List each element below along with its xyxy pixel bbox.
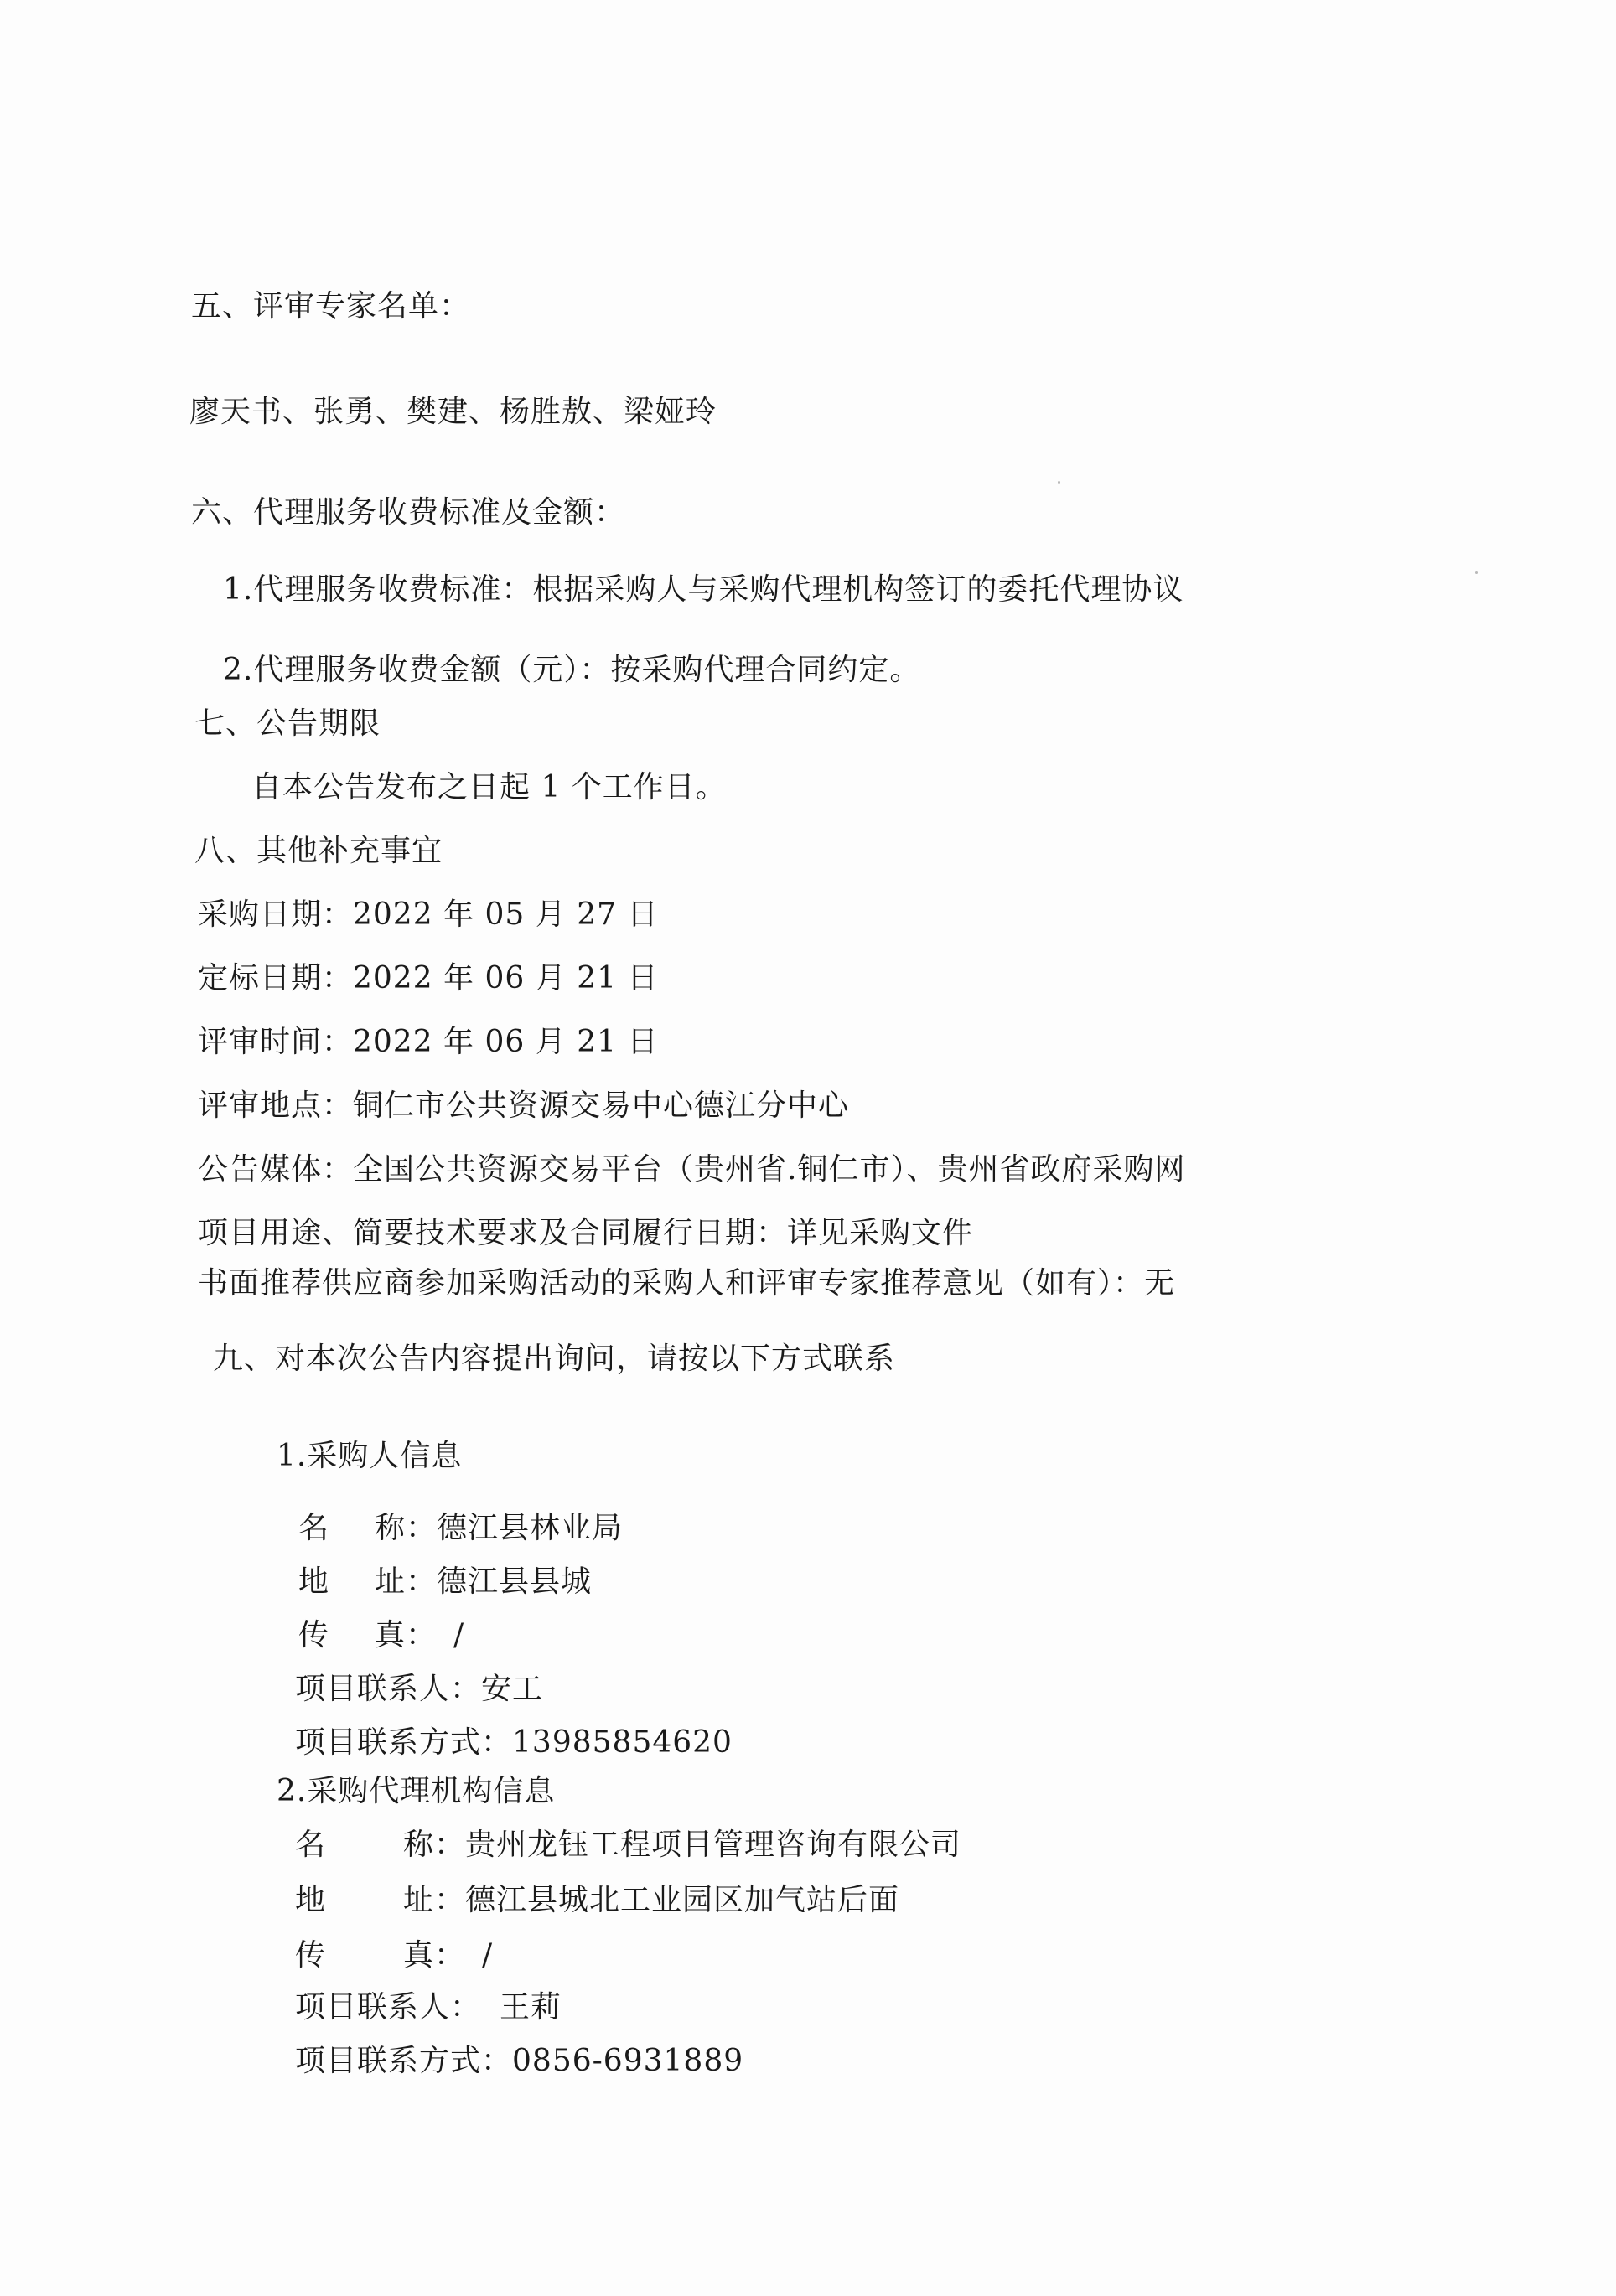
agency-phone: 0856-6931889	[512, 2044, 744, 2078]
section7-title: 七、公告期限	[194, 706, 381, 741]
review-time: 评审时间：2022 年 06 月 21 日	[198, 1025, 659, 1059]
buyer-phone-label: 项目联系方式：	[295, 1725, 513, 1760]
buyer-name-label-b: 称：	[375, 1511, 438, 1545]
purchase-date: 采购日期：2022 年 05 月 27 日	[198, 897, 659, 932]
buyer-address-label-a: 地	[298, 1564, 330, 1599]
project-use: 项目用途、简要技术要求及合同履行日期：详见采购文件	[198, 1216, 974, 1250]
agency-address-label-b: 址：	[403, 1883, 466, 1917]
scan-speck	[1058, 481, 1060, 484]
notice-period: 自本公告发布之日起 1 个工作日。	[251, 770, 727, 804]
fee-standard: 1.代理服务收费标准：根据采购人与采购代理机构签订的委托代理协议	[223, 572, 1184, 607]
agency-name-label-b: 称：	[403, 1828, 466, 1862]
agency-contact-label: 项目联系人：	[295, 1990, 482, 2025]
buyer-fax-row	[298, 1617, 464, 1654]
section8-title: 八、其他补充事宜	[194, 834, 443, 868]
buyer-phone-row	[295, 1725, 733, 1761]
agency-address-row	[295, 1882, 899, 1919]
expert-list: 廖天书、张勇、樊建、杨胜敖、梁娅玲	[189, 395, 717, 429]
buyer-contact-row	[295, 1671, 543, 1708]
agency-name-label-a: 名	[295, 1828, 327, 1862]
buyer-name: 德江县林业局	[437, 1511, 624, 1545]
agency-name: 贵州龙钰工程项目管理咨询有限公司	[465, 1828, 962, 1862]
buyer-address-label-b: 址：	[375, 1564, 438, 1599]
agency-address-label-a: 地	[295, 1883, 327, 1917]
buyer-fax-label-b: 真：	[375, 1618, 438, 1652]
review-place: 评审地点：铜仁市公共资源交易中心德江分中心	[198, 1089, 850, 1123]
agency-contact-row	[295, 1989, 562, 2026]
buyer-fax: /	[453, 1618, 465, 1652]
section6-title: 六、代理服务收费标准及金额：	[191, 495, 626, 530]
buyer-phone: 13985854620	[512, 1725, 733, 1760]
buyer-address: 德江县县城	[437, 1564, 593, 1599]
agency-fax: /	[482, 1938, 494, 1973]
buyer-name-row	[298, 1510, 623, 1547]
agency-phone-label: 项目联系方式：	[295, 2044, 513, 2078]
agency-name-row	[295, 1827, 961, 1864]
agency-fax-label-a: 传	[295, 1938, 327, 1973]
award-date: 定标日期：2022 年 06 月 21 日	[198, 961, 659, 995]
buyer-contact: 安工	[481, 1672, 544, 1706]
section5-title: 五、评审专家名单：	[191, 289, 471, 323]
recommendation-opinion: 书面推荐供应商参加采购活动的采购人和评审专家推荐意见（如有）：无	[198, 1266, 1176, 1301]
buyer-contact-label: 项目联系人：	[295, 1672, 482, 1706]
announcement-media: 公告媒体：全国公共资源交易平台（贵州省.铜仁市）、贵州省政府采购网	[198, 1152, 1186, 1187]
buyer-address-row	[298, 1564, 592, 1600]
agency-address: 德江县城北工业园区加气站后面	[465, 1883, 900, 1917]
agency-contact: 王莉	[500, 1990, 562, 2025]
agency-info-title: 2.采购代理机构信息	[277, 1774, 556, 1808]
agency-phone-row	[295, 2043, 743, 2080]
fee-amount: 2.代理服务收费金额（元）：按采购代理合同约定。	[223, 653, 921, 687]
buyer-name-label-a: 名	[298, 1511, 330, 1545]
agency-fax-label-b: 真：	[403, 1938, 466, 1973]
section9-title: 九、对本次公告内容提出询问，请按以下方式联系	[213, 1342, 896, 1376]
scan-speck	[1475, 571, 1478, 574]
buyer-fax-label-a: 传	[298, 1618, 330, 1652]
agency-fax-row	[295, 1937, 493, 1974]
buyer-info-title: 1.采购人信息	[277, 1439, 463, 1473]
